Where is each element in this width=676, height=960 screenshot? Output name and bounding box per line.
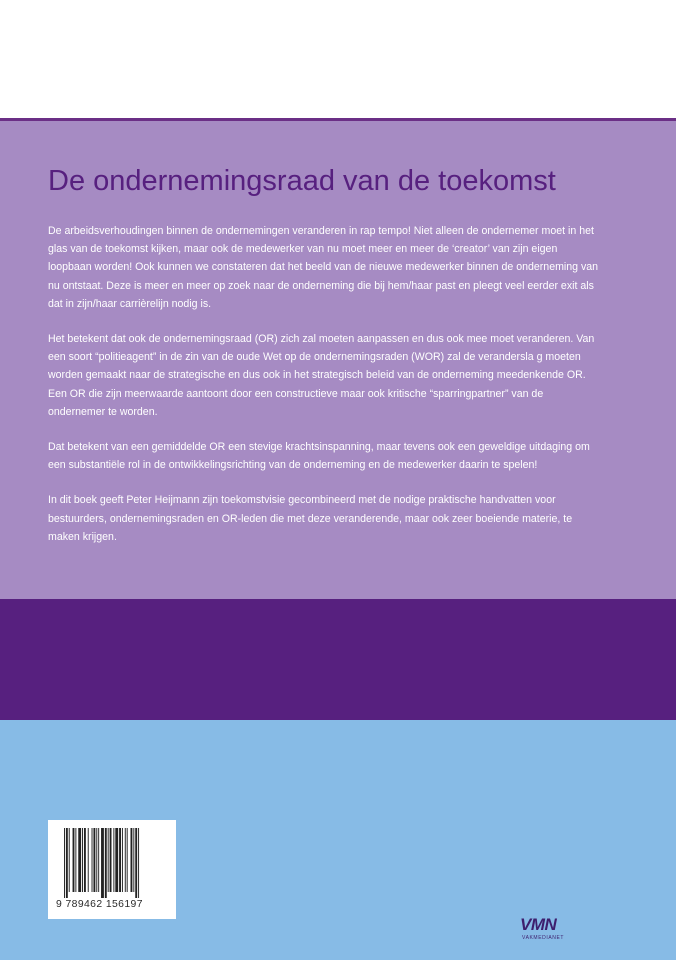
barcode-bar [133, 828, 134, 892]
barcode-bar [82, 828, 83, 892]
barcode-bar [122, 828, 123, 892]
blurb-paragraph-1: De arbeidsverhoudingen binnen de ondernemingen veranderen in rap tempo! Niet alleen de ondernemer moet in het glas van de toekomst kijken, maar ook de medewerker van nu moet meer en meer de ‘creator’ van zijn eigen loopbaan worden! Ook kunnen we constateren dat het beeld van de nieuwe medewerker binnen de onderneming van nu ontstaat. Deze is meer en meer op zoek naar de onderneming die bij hem/haar past en pleegt veel eerder exit als dat in zijn/haar carrièrelijn nodig is. [48, 225, 599, 310]
barcode-bar [93, 828, 95, 892]
blurb-paragraph-4: In dit boek geeft Peter Heijmann zijn toekomstvisie gecombineerd met de nodige praktische handvatten voor bestuurders, ondernemingsraden en OR-leden die met deze veranderende, maar ook zeer boeiende materie, te maken krijgen. [48, 494, 573, 543]
book-title: De ondernemingsraad van de toekomst [48, 165, 556, 197]
barcode-bar [138, 828, 139, 898]
barcode-bar [78, 828, 81, 892]
barcode-bar [127, 828, 128, 892]
barcode-bar [131, 828, 133, 892]
barcode-bar [115, 828, 118, 892]
blurb [48, 222, 600, 563]
barcode-bar [88, 828, 89, 892]
barcode-bar [92, 828, 93, 892]
isbn-barcode [48, 820, 176, 919]
barcode-bar [110, 828, 112, 892]
barcode-bar [69, 828, 70, 892]
barcode-bar [66, 828, 68, 898]
barcode-bar [105, 828, 107, 898]
barcode-bar [98, 828, 99, 892]
barcode-bar [101, 828, 104, 898]
publisher-logo-mark: VMN [520, 915, 557, 934]
barcode-bar [108, 828, 109, 892]
publisher-name: VAKMEDIANET [522, 935, 565, 941]
top-white-band [0, 0, 676, 118]
purple-band [0, 599, 676, 720]
barcode-bar [84, 828, 86, 892]
barcode-bar [113, 828, 114, 892]
blurb-paragraph-3: Dat betekent van een gemiddelde OR een stevige krachtsinspanning, maar tevens ook een geweldige uitdaging om een substantiële rol in de ontwikkelingsrichting van de onderneming en de medewerker daarin te spelen! [48, 441, 590, 472]
barcode-bar [119, 828, 121, 892]
barcode-bars [64, 828, 160, 898]
barcode-bar [96, 828, 97, 892]
barcode-bar [64, 828, 65, 898]
barcode-bar [125, 828, 126, 892]
barcode-bar [135, 828, 137, 898]
barcode-bar [73, 828, 75, 892]
publisher-logo [520, 916, 582, 946]
blurb-paragraph-2: Het betekent dat ook de ondernemingsraad (OR) zich zal moeten aanpassen en dus ook mee moet veranderen. Van een soort “politieagent” in de zin van de oude Wet op de ondernemingsraden (WOR) zal de verandersla g moeten worden gemaakt naar de strategische en dus ook in het strategisch beleid van de onderneming meedenkende OR. Een OR die zijn meerwaarde aantoont door een constructieve maar ook kritische “sparringpartner” van de ondernemer te worden. [48, 333, 595, 418]
isbn-number: 9 789462 156197 [56, 899, 143, 910]
barcode-bar [75, 828, 76, 892]
